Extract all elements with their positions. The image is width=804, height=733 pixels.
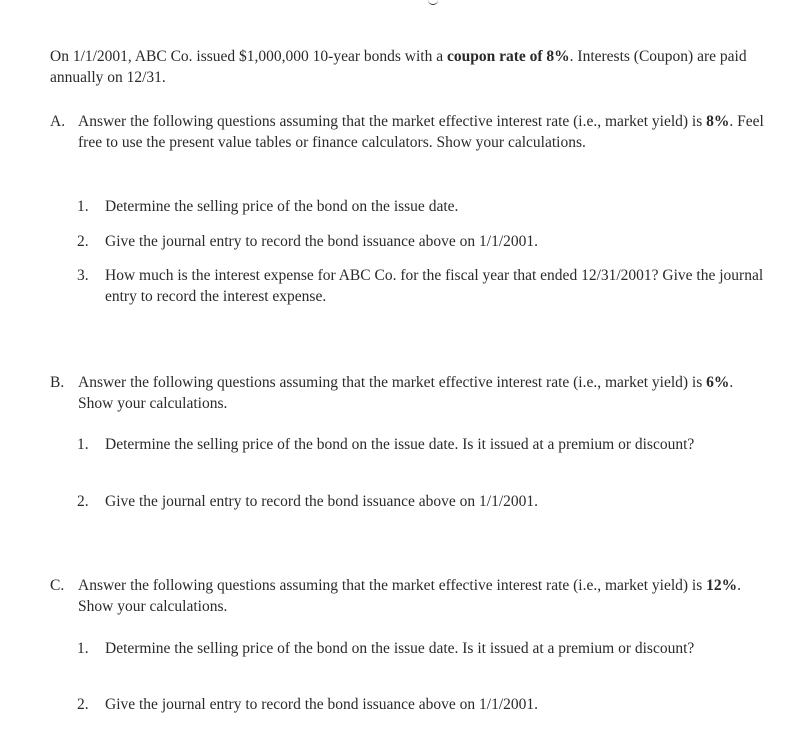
item-number: 2. [77, 493, 89, 510]
item-text: Determine the selling price of the bond on the issue date. Is it issued at a premium or discount? [105, 436, 695, 453]
section-b-item-1 [77, 434, 777, 455]
item-text: Give the journal entry to record the bond issuance above on 1/1/2001. [105, 696, 539, 713]
section-c-question [50, 575, 770, 617]
item-number: 1. [77, 198, 89, 215]
section-c-item-2 [77, 694, 777, 715]
section-b-rate: 6% [706, 374, 730, 391]
section-a-rate: 8% [706, 113, 730, 130]
section-c-text-start: Answer the following questions assuming that the market effective interest rate (i.e., market yield) is [78, 577, 707, 594]
intro-text-end: . Interests (Coupon) are paid annually on 12/31. [50, 48, 747, 86]
cropped-glyph-fragment [428, 0, 438, 5]
section-a-text-end: . Feel free to use the present value tables or finance calculators. Show your calculations. [78, 113, 764, 151]
item-number: 1. [77, 640, 89, 657]
section-c-text-end: . Show your calculations. [78, 577, 742, 615]
section-a-question [50, 111, 770, 153]
section-b-item-2 [77, 491, 777, 512]
item-text: How much is the interest expense for ABC Co. for the fiscal year that ended 12/31/2001? Give the journal entry to record the interest expense. [105, 267, 764, 305]
item-text: Give the journal entry to record the bond issuance above on 1/1/2001. [105, 493, 539, 510]
item-text: Give the journal entry to record the bond issuance above on 1/1/2001. [105, 233, 539, 250]
section-b-text-end: . Show your calculations. [78, 374, 734, 412]
section-a-item-2 [77, 231, 777, 252]
item-number: 2. [77, 233, 89, 250]
section-a-item-3 [77, 265, 777, 307]
item-number: 2. [77, 696, 89, 713]
section-b-text-start: Answer the following questions assuming that the market effective interest rate (i.e., market yield) is [78, 374, 707, 391]
section-a-text-start: Answer the following questions assuming that the market effective interest rate (i.e., market yield) is [78, 113, 707, 130]
section-b-question [50, 372, 770, 414]
intro-coupon-rate: coupon rate of 8% [446, 48, 570, 65]
intro-text-start: On 1/1/2001, ABC Co. issued $1,000,000 10-year bonds with a [50, 48, 447, 65]
section-c-item-1 [77, 638, 777, 659]
section-a-item-1 [77, 196, 777, 217]
item-number: 3. [77, 267, 89, 284]
section-a-letter: A. [50, 113, 66, 130]
item-number: 1. [77, 436, 89, 453]
item-text: Determine the selling price of the bond on the issue date. Is it issued at a premium or discount? [105, 640, 695, 657]
section-b-letter: B. [50, 374, 65, 391]
problem-intro [50, 46, 770, 88]
section-c-letter: C. [50, 577, 65, 594]
section-c-rate: 12% [706, 577, 738, 594]
item-text: Determine the selling price of the bond on the issue date. [105, 198, 459, 215]
